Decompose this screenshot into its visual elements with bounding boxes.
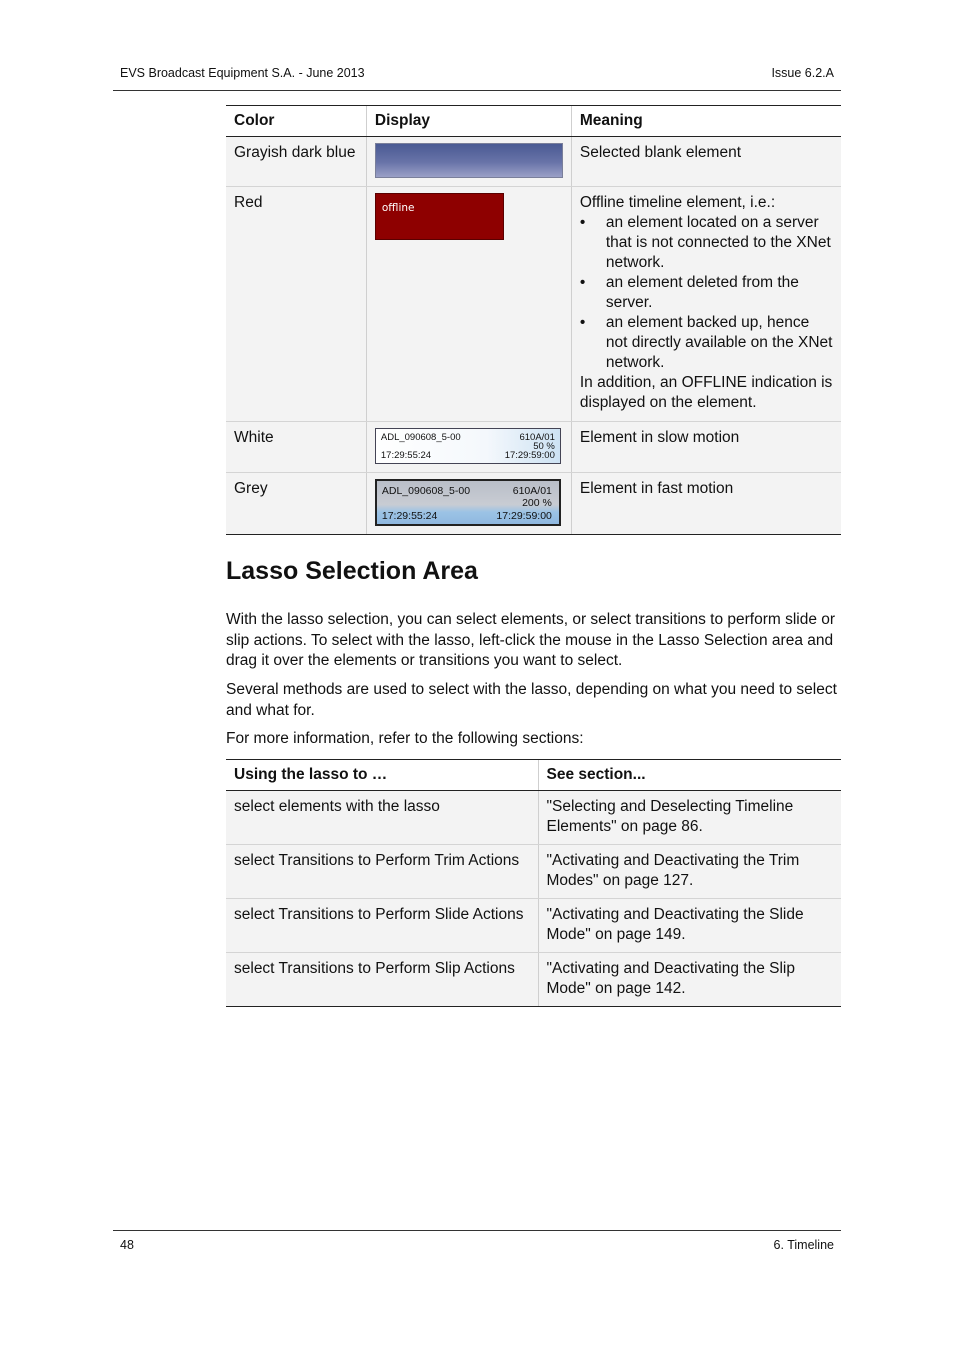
table-header-row — [226, 760, 841, 791]
use-cell: select Transitions to Perform Slide Actions — [226, 899, 538, 953]
clip-id: 610A/01 — [512, 485, 552, 497]
column-header-display: Display — [366, 106, 571, 137]
use-cell: select Transitions to Perform Slip Actions — [226, 953, 538, 1007]
header-publisher: EVS Broadcast Equipment S.A. - June 2013 — [120, 66, 365, 80]
paragraph: With the lasso selection, you can select elements, or select transitions to perform slide or slip actions. To select with the lasso, left-click the mouse in the Lasso Selection area and drag it over the elements or transitions you want to select. — [226, 611, 836, 669]
fast-motion-element-swatch — [375, 479, 561, 526]
bullet-icon: • — [579, 274, 586, 291]
color-cell: White — [226, 422, 366, 473]
display-cell — [366, 473, 571, 535]
use-cell: select elements with the lasso — [226, 791, 538, 845]
clip-speed: 200 % — [522, 497, 552, 509]
page-number: 48 — [120, 1238, 134, 1252]
lasso-table — [226, 759, 841, 1007]
display-cell — [366, 187, 571, 422]
table-header-row — [226, 106, 841, 137]
clip-id: 610A/01 — [519, 432, 555, 443]
column-header-use: Using the lasso to … — [226, 760, 538, 791]
table-row — [226, 187, 841, 422]
list-item: • an element backed up, hence not directly available on the XNet network. — [579, 314, 833, 371]
meaning-cell — [571, 187, 841, 422]
meaning-cell: Element in fast motion — [571, 473, 841, 535]
clip-tc-out: 17:29:59:00 — [496, 510, 552, 522]
section-reference-link[interactable]: "Selecting and Deselecting Timeline Elements" on page 86. — [538, 791, 841, 845]
page-header — [113, 64, 841, 91]
table-row — [226, 791, 841, 845]
meaning-cell: Element in slow motion — [571, 422, 841, 473]
paragraph: Several methods are used to select with the lasso, depending on what you need to select and what for. — [226, 681, 837, 719]
section-reference-link[interactable]: "Activating and Deactivating the Slip Mode" on page 142. — [538, 953, 841, 1007]
color-cell: Grey — [226, 473, 366, 535]
table-row — [226, 473, 841, 535]
color-table — [226, 105, 841, 535]
bullet-icon: • — [579, 214, 586, 231]
display-cell — [366, 422, 571, 473]
bullet-icon: • — [579, 314, 586, 331]
clip-tc-out: 17:29:59:00 — [504, 450, 555, 461]
column-header-color: Color — [226, 106, 366, 137]
meaning-outro: In addition, an OFFLINE indication is displayed on the element. — [579, 374, 833, 411]
page-footer — [113, 1230, 841, 1255]
clip-name: ADL_090608_5-00 — [381, 485, 471, 497]
meaning-bullet-list — [580, 213, 833, 373]
section-reference-link[interactable]: "Activating and Deactivating the Slide Mode" on page 149. — [538, 899, 841, 953]
list-item: • an element located on a server that is not connected to the XNet network. — [579, 214, 831, 271]
section-title: Lasso Selection Area — [226, 557, 478, 585]
table-row — [226, 422, 841, 473]
clip-tc-in: 17:29:55:24 — [380, 450, 432, 461]
meaning-cell: Selected blank element — [571, 137, 841, 187]
table-row — [226, 953, 841, 1007]
paragraph: For more information, refer to the following sections: — [226, 730, 584, 747]
meaning-intro: Offline timeline element, i.e.: — [579, 194, 776, 211]
table-row — [226, 899, 841, 953]
table-row — [226, 137, 841, 187]
selected-blank-element-swatch — [375, 143, 563, 178]
header-issue: Issue 6.2.A — [771, 66, 834, 80]
column-header-meaning: Meaning — [571, 106, 841, 137]
list-item: • an element deleted from the server. — [579, 274, 799, 311]
display-cell — [366, 137, 571, 187]
column-header-section: See section... — [538, 760, 841, 791]
use-cell: select Transitions to Perform Trim Actions — [226, 845, 538, 899]
clip-name: ADL_090608_5-00 — [380, 432, 461, 443]
section-reference-link[interactable]: "Activating and Deactivating the Trim Modes" on page 127. — [538, 845, 841, 899]
offline-element-swatch — [375, 193, 504, 240]
offline-label: offline — [381, 202, 415, 214]
color-cell: Grayish dark blue — [226, 137, 366, 187]
clip-tc-in: 17:29:55:24 — [381, 510, 438, 522]
chapter-title: 6. Timeline — [773, 1238, 834, 1252]
color-cell: Red — [226, 187, 366, 422]
slow-motion-element-swatch — [375, 428, 561, 464]
table-row — [226, 845, 841, 899]
clip-speed: 50 % — [533, 441, 555, 452]
